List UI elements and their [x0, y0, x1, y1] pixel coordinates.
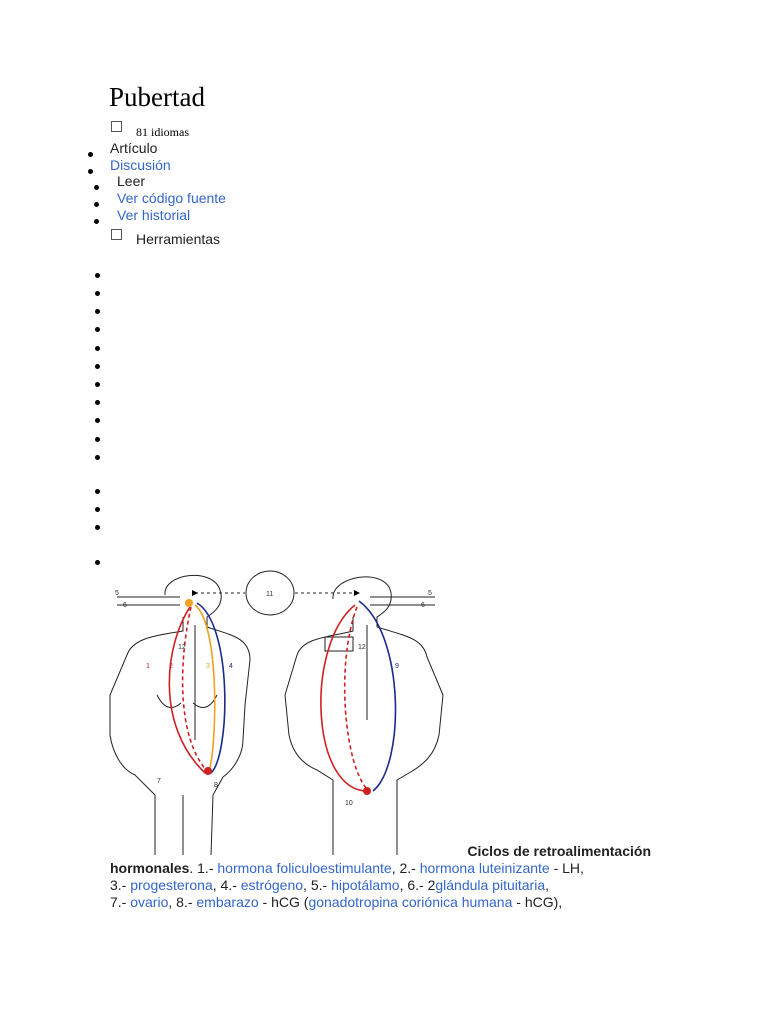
bullet	[94, 202, 99, 207]
link-progesterone[interactable]: progesterona	[130, 877, 213, 893]
tools-label[interactable]: Herramientas	[136, 231, 221, 247]
figure-number: 5	[115, 590, 119, 597]
caption-text: , 4.-	[212, 877, 241, 893]
list-item	[95, 273, 100, 278]
figure-number: 9	[395, 663, 399, 670]
list-item	[95, 382, 100, 387]
caption-title-b: hormonales	[110, 860, 190, 876]
link-hcg[interactable]: gonadotropina coriónica humana	[308, 894, 513, 910]
list-item	[95, 560, 100, 565]
list-item	[95, 309, 100, 314]
figure-caption	[110, 843, 670, 911]
list-item	[95, 489, 100, 494]
figure-number: 7	[157, 778, 161, 785]
figure-number: 11	[266, 591, 274, 598]
figure-number: 6	[123, 602, 127, 609]
caption-text: . 1.-	[189, 860, 218, 876]
figure-number: 4	[229, 663, 233, 670]
tab-view-source[interactable]: Ver código fuente	[117, 190, 226, 206]
list-item	[95, 346, 100, 351]
languages-label[interactable]: 81 idiomas	[136, 125, 189, 139]
list-item	[95, 525, 100, 530]
figure-number: 10	[345, 800, 353, 807]
figure-number: 3	[206, 663, 210, 670]
list-item	[95, 400, 100, 405]
figure-number: 8	[214, 782, 218, 789]
link-pituitary[interactable]: glándula pituitaria	[435, 877, 546, 893]
caption-text: , 6.- 2	[399, 877, 436, 893]
bullet	[88, 152, 93, 157]
figure-number: 12	[178, 644, 186, 651]
page-title: Pubertad	[109, 82, 205, 112]
list-item	[95, 507, 100, 512]
loop-blue-male	[359, 601, 395, 791]
loop-red-male-dashed	[345, 607, 367, 789]
caption-text: , 2.-	[391, 860, 420, 876]
caption-text: 7.-	[110, 894, 131, 910]
list-item	[95, 327, 100, 332]
link-hypothalamus[interactable]: hipotálamo	[331, 877, 400, 893]
list-item	[95, 437, 100, 442]
bullet	[94, 185, 99, 190]
male-body	[285, 617, 443, 855]
figure-number: 1	[146, 663, 150, 670]
list-item	[95, 364, 100, 369]
link-lh[interactable]: hormona luteinizante	[419, 860, 550, 876]
list-item	[95, 455, 100, 460]
figure-number: 6	[421, 602, 425, 609]
figure-number: 12	[358, 644, 366, 651]
tab-article[interactable]: Artículo	[110, 140, 158, 156]
caption-text: - hCG (	[258, 894, 309, 910]
list-item	[95, 291, 100, 296]
tab-discussion[interactable]: Discusión	[110, 157, 171, 173]
tab-read[interactable]: Leer	[117, 173, 146, 189]
bullet	[88, 169, 93, 174]
figure-number: 2	[169, 663, 173, 670]
caption-text: - hCG),	[512, 894, 563, 910]
female-head	[165, 575, 221, 627]
tab-history[interactable]: Ver historial	[117, 207, 191, 223]
caption-title-a: Ciclos de retroalimentación	[467, 843, 651, 859]
figure-number: 5	[428, 590, 432, 597]
link-pregnancy[interactable]: embarazo	[196, 894, 259, 910]
caption-text: 3.-	[110, 877, 131, 893]
hormone-feedback-diagram	[105, 565, 455, 855]
loop-orange	[195, 605, 215, 771]
caption-text: - LH,	[549, 860, 584, 876]
link-estrogen[interactable]: estrógeno	[240, 877, 304, 893]
link-fsh[interactable]: hormona foliculoestimulante	[217, 860, 392, 876]
list-item	[95, 418, 100, 423]
caption-text: , 5.-	[303, 877, 332, 893]
caption-text: , 8.-	[168, 894, 197, 910]
bullet	[94, 219, 99, 224]
languages-checkbox[interactable]	[111, 121, 122, 132]
link-ovary[interactable]: ovario	[130, 894, 169, 910]
tools-checkbox[interactable]	[111, 229, 122, 240]
caption-text: ,	[545, 877, 549, 893]
